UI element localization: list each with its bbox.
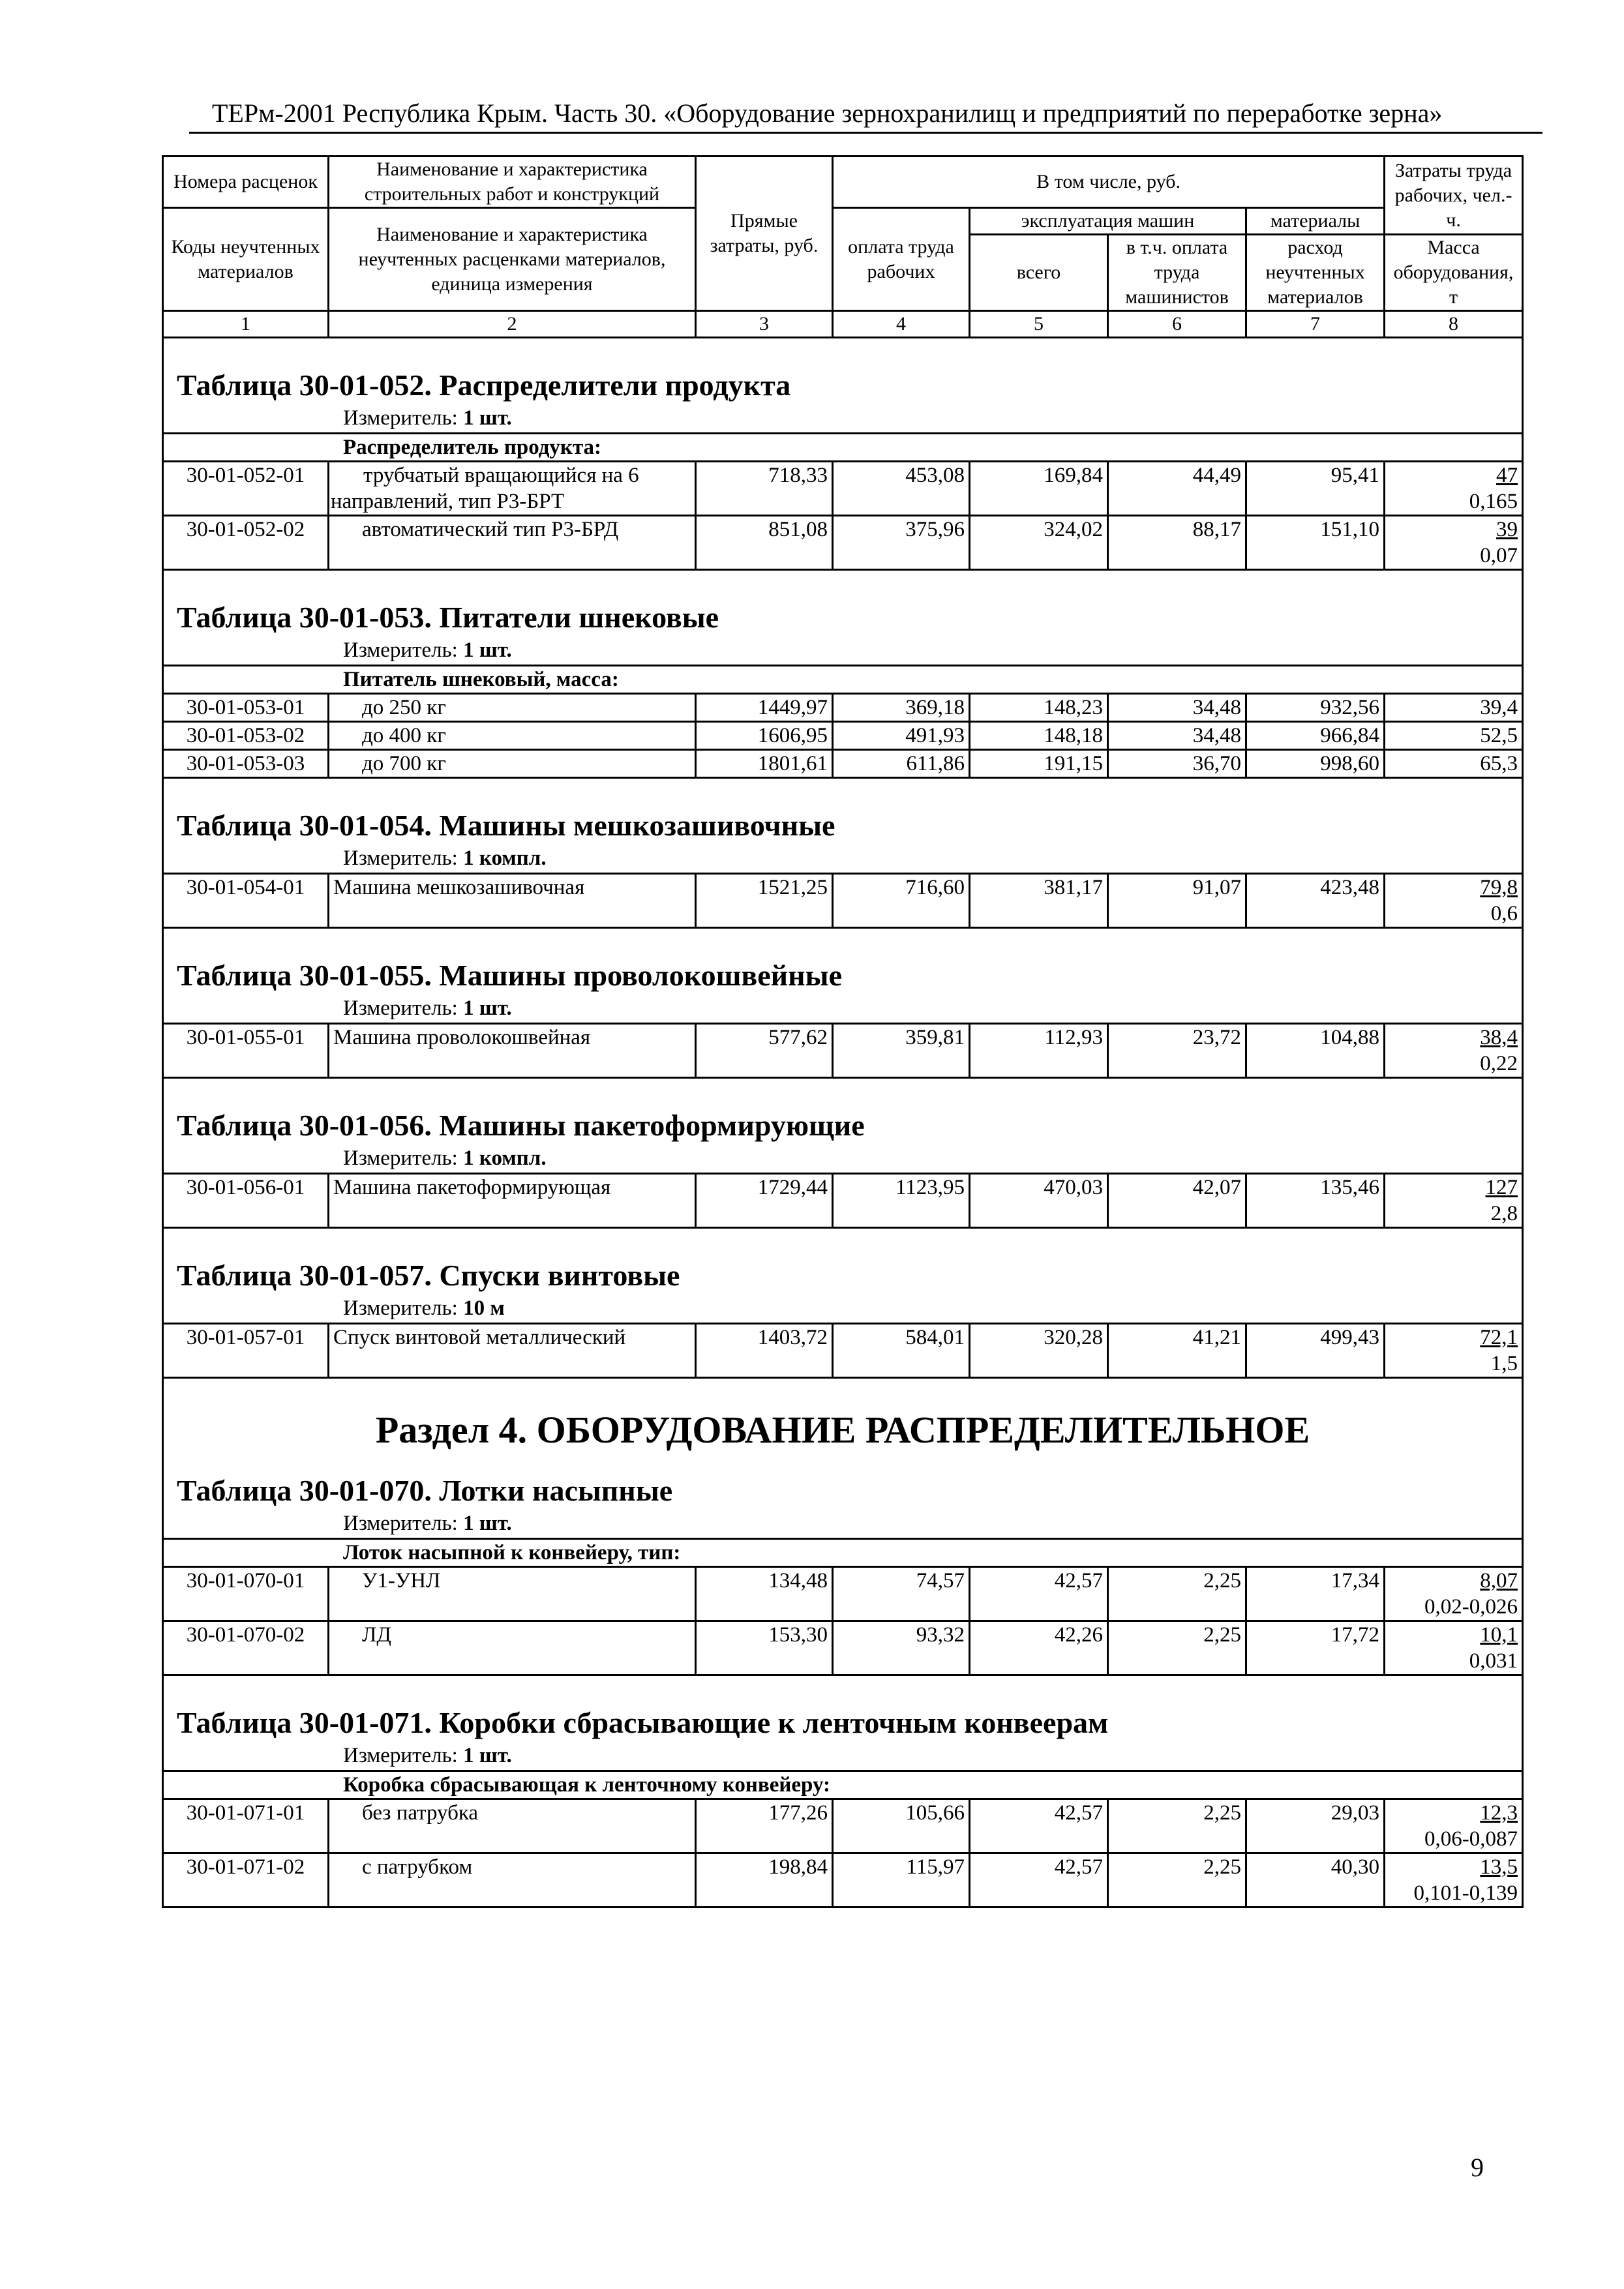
direct-cost: 153,30: [696, 1621, 833, 1675]
col-num: 8: [1385, 311, 1523, 338]
col2-subheader: Наименование и характеристика неучтенных расценками материалов, единица измерения: [329, 208, 696, 311]
col4-header: оплата труда рабочих: [833, 208, 970, 311]
measure-label: Измеритель:: [343, 846, 458, 870]
col1-header: Номера расценок: [163, 157, 329, 208]
rate-code: 30-01-071-02: [163, 1853, 329, 1908]
materials-cost: 966,84: [1246, 722, 1385, 750]
measure-line: [163, 636, 1523, 666]
rate-name: Спуск винтовой металлический: [329, 1324, 696, 1378]
machines-total: 42,57: [970, 1853, 1108, 1908]
machinists-pay: 36,70: [1108, 750, 1246, 778]
materials-header: материалы: [1246, 208, 1385, 235]
machinists-pay: 2,25: [1108, 1567, 1246, 1621]
machinists-pay: 2,25: [1108, 1853, 1246, 1908]
labor-mass-cell: [1385, 874, 1523, 928]
table-row: [163, 462, 1523, 516]
labor-mass-cell: [1385, 1324, 1523, 1378]
materials-cost: 95,41: [1246, 462, 1385, 516]
labor-pay: 375,96: [833, 516, 970, 570]
materials-cost: 29,03: [1246, 1799, 1385, 1853]
measure-line: [163, 994, 1523, 1024]
labor-hours: 47: [1496, 464, 1518, 487]
measure-label: Измеритель:: [343, 996, 458, 1020]
col-num: 3: [696, 311, 833, 338]
table-row: [163, 1799, 1523, 1853]
materials-cost: 40,30: [1246, 1853, 1385, 1908]
direct-cost: 577,62: [696, 1024, 833, 1078]
direct-cost: 1449,97: [696, 694, 833, 722]
equipment-mass: 2,8: [1490, 1202, 1518, 1225]
measure-unit: 1 шт.: [463, 1744, 512, 1767]
rate-code: 30-01-070-01: [163, 1567, 329, 1621]
col8-header: Затраты труда рабочих, чел.-ч.: [1385, 157, 1523, 235]
group-heading: Лоток насыпной к конвейеру, тип:: [163, 1539, 1523, 1567]
direct-cost: 198,84: [696, 1853, 833, 1908]
col7-header: расход неучтенных материалов: [1246, 235, 1385, 311]
rate-code: 30-01-052-01: [163, 462, 329, 516]
col-num: 1: [163, 311, 329, 338]
machinists-pay: 23,72: [1108, 1024, 1246, 1078]
group-heading: Распределитель продукта:: [163, 434, 1523, 462]
equipment-mass: 0,02-0,026: [1424, 1595, 1518, 1619]
labor-mass-cell: [1385, 1174, 1523, 1228]
labor-mass-cell: [1385, 1621, 1523, 1675]
rate-name: автоматический тип Р3-БРД: [329, 516, 696, 570]
rates-sheet: [162, 155, 1522, 1908]
machines-total: 191,15: [970, 750, 1108, 778]
rate-name: Машина пакетоформирующая: [329, 1174, 696, 1228]
header-rule: [189, 132, 1542, 134]
measure-unit: 1 компл.: [463, 1146, 547, 1170]
measure-unit: 1 шт.: [463, 406, 512, 430]
machinists-pay: 44,49: [1108, 462, 1246, 516]
labor-pay: 1123,95: [833, 1174, 970, 1228]
table-title: Таблица 30-01-057. Спуски винтовые: [163, 1228, 1523, 1294]
measure-line: [163, 844, 1523, 874]
measure-unit: 10 м: [463, 1296, 505, 1320]
labor-hours: 8,07: [1480, 1569, 1518, 1593]
measure-label: Измеритель:: [343, 1296, 458, 1320]
machines-total: 470,03: [970, 1174, 1108, 1228]
direct-cost: 177,26: [696, 1799, 833, 1853]
table-title: Таблица 30-01-052. Распределители продукта: [163, 338, 1523, 404]
equipment-mass: 0,101-0,139: [1413, 1881, 1518, 1905]
machinists-pay: 42,07: [1108, 1174, 1246, 1228]
table-title: Таблица 30-01-071. Коробки сбрасывающие к ленточным конвеерам: [163, 1675, 1523, 1742]
measure-label: Измеритель:: [343, 1744, 458, 1767]
machines-total: 148,18: [970, 722, 1108, 750]
measure-unit: 1 шт.: [463, 1512, 512, 1535]
col6-header: в т.ч. оплата труда машинистов: [1108, 235, 1246, 311]
rate-code: 30-01-055-01: [163, 1024, 329, 1078]
col2-header: Наименование и характеристика строительных работ и конструкций: [329, 157, 696, 208]
labor-hours: 79,8: [1480, 876, 1518, 899]
labor-pay: 611,86: [833, 750, 970, 778]
direct-cost: 1729,44: [696, 1174, 833, 1228]
table-row: [163, 1853, 1523, 1908]
machinists-pay: 41,21: [1108, 1324, 1246, 1378]
table-title: Таблица 30-01-055. Машины проволокошвейные: [163, 928, 1523, 995]
measure-line: [163, 404, 1523, 434]
direct-cost: 1606,95: [696, 722, 833, 750]
machinists-pay: 34,48: [1108, 694, 1246, 722]
machines-total: 324,02: [970, 516, 1108, 570]
incl-header: В том числе, руб.: [833, 157, 1385, 208]
machines-total: 42,26: [970, 1621, 1108, 1675]
labor-hours: 72,1: [1480, 1326, 1518, 1349]
labor-mass-cell: [1385, 1799, 1523, 1853]
rate-code: 30-01-071-01: [163, 1799, 329, 1853]
labor-mass-cell: [1385, 1567, 1523, 1621]
measure-line: [163, 1509, 1523, 1539]
rate-name: Машина мешкозашивочная: [329, 874, 696, 928]
table-row: [163, 874, 1523, 928]
machines-total: 169,84: [970, 462, 1108, 516]
col-num: 2: [329, 311, 696, 338]
rate-code: 30-01-052-02: [163, 516, 329, 570]
rates-table: [162, 155, 1524, 1908]
equipment-mass: 0,165: [1469, 490, 1518, 513]
col-num: 6: [1108, 311, 1246, 338]
materials-cost: 423,48: [1246, 874, 1385, 928]
machines-total: 148,23: [970, 694, 1108, 722]
group-heading: Питатель шнековый, масса:: [163, 666, 1523, 694]
labor-hours: 65,3: [1385, 750, 1523, 778]
labor-pay: 453,08: [833, 462, 970, 516]
rate-code: 30-01-053-03: [163, 750, 329, 778]
materials-cost: 135,46: [1246, 1174, 1385, 1228]
header-row-2: [163, 208, 1523, 235]
col-num: 5: [970, 311, 1108, 338]
materials-cost: 151,10: [1246, 516, 1385, 570]
direct-cost: 851,08: [696, 516, 833, 570]
materials-cost: 17,34: [1246, 1567, 1385, 1621]
labor-pay: 359,81: [833, 1024, 970, 1078]
table-row: [163, 750, 1523, 778]
materials-cost: 104,88: [1246, 1024, 1385, 1078]
direct-cost: 1801,61: [696, 750, 833, 778]
table-title: Таблица 30-01-054. Машины мешкозашивочные: [163, 778, 1523, 845]
machinists-pay: 34,48: [1108, 722, 1246, 750]
labor-mass-cell: [1385, 1853, 1523, 1908]
col1-subheader: Коды неучтенных материалов: [163, 208, 329, 311]
table-row: [163, 722, 1523, 750]
measure-unit: 1 компл.: [463, 846, 547, 870]
labor-pay: 74,57: [833, 1567, 970, 1621]
page-number: 9: [1471, 2153, 1484, 2182]
rate-name: [329, 462, 696, 516]
rate-name: до 700 кг: [329, 750, 696, 778]
col3-header: Прямые затраты, руб.: [696, 157, 833, 311]
rate-name: до 250 кг: [329, 694, 696, 722]
equipment-mass: 0,6: [1490, 902, 1518, 925]
direct-cost: 718,33: [696, 462, 833, 516]
materials-cost: 499,43: [1246, 1324, 1385, 1378]
labor-hours: 12,3: [1480, 1801, 1518, 1825]
header-row-1: [163, 157, 1523, 208]
rate-name: без патрубка: [329, 1799, 696, 1853]
group-heading: Коробка сбрасывающая к ленточному конвейеру:: [163, 1771, 1523, 1799]
labor-hours: 38,4: [1480, 1026, 1518, 1049]
machines-total: 320,28: [970, 1324, 1108, 1378]
direct-cost: 1521,25: [696, 874, 833, 928]
rate-code: 30-01-053-02: [163, 722, 329, 750]
machines-header: эксплуатация машин: [970, 208, 1246, 235]
labor-hours: 39,4: [1385, 694, 1523, 722]
table-title: Таблица 30-01-053. Питатели шнековые: [163, 570, 1523, 636]
labor-mass-cell: [1385, 516, 1523, 570]
labor-pay: 93,32: [833, 1621, 970, 1675]
labor-hours: 39: [1496, 518, 1518, 541]
rate-code: 30-01-054-01: [163, 874, 329, 928]
equipment-mass: 0,031: [1469, 1649, 1518, 1673]
table-row: [163, 1024, 1523, 1078]
equipment-mass: 0,06-0,087: [1424, 1827, 1518, 1851]
labor-hours: 13,5: [1480, 1855, 1518, 1879]
col5-header: всего: [970, 235, 1108, 311]
machines-total: 381,17: [970, 874, 1108, 928]
machinists-pay: 91,07: [1108, 874, 1246, 928]
rate-name: с патрубком: [329, 1853, 696, 1908]
labor-mass-cell: [1385, 462, 1523, 516]
equipment-mass: 0,07: [1480, 544, 1518, 567]
labor-hours: 127: [1485, 1176, 1518, 1199]
col-num: 4: [833, 311, 970, 338]
table-row: [163, 516, 1523, 570]
direct-cost: 1403,72: [696, 1324, 833, 1378]
running-header: ТЕРм-2001 Республика Крым. Часть 30. «Оборудование зернохранилищ и предприятий по переработке зерна»: [212, 98, 1443, 128]
measure-unit: 1 шт.: [463, 638, 512, 662]
machinists-pay: 2,25: [1108, 1799, 1246, 1853]
labor-pay: 491,93: [833, 722, 970, 750]
labor-pay: 115,97: [833, 1853, 970, 1908]
col8-subheader: Масса оборудования, т: [1385, 235, 1523, 311]
equipment-mass: 0,22: [1480, 1052, 1518, 1075]
labor-pay: 105,66: [833, 1799, 970, 1853]
measure-unit: 1 шт.: [463, 996, 512, 1020]
measure-label: Измеритель:: [343, 638, 458, 662]
table-row: [163, 694, 1523, 722]
table-row: [163, 1324, 1523, 1378]
labor-hours: 52,5: [1385, 722, 1523, 750]
table-row: [163, 1621, 1523, 1675]
machines-total: 112,93: [970, 1024, 1108, 1078]
table-row: [163, 1567, 1523, 1621]
table-title: Таблица 30-01-056. Машины пакетоформирующие: [163, 1078, 1523, 1144]
col-num: 7: [1246, 311, 1385, 338]
labor-pay: 584,01: [833, 1324, 970, 1378]
rate-name: У1-УНЛ: [329, 1567, 696, 1621]
labor-pay: 716,60: [833, 874, 970, 928]
rate-name-text: трубчатый вращающийся на 6 направлений, тип Р3-БРТ: [331, 464, 639, 513]
rate-name: Машина проволокошвейная: [329, 1024, 696, 1078]
materials-cost: 998,60: [1246, 750, 1385, 778]
rate-code: 30-01-070-02: [163, 1621, 329, 1675]
table-title: Таблица 30-01-070. Лотки насыпные: [163, 1473, 1523, 1509]
measure-label: Измеритель:: [343, 406, 458, 430]
table-row: [163, 1174, 1523, 1228]
measure-line: [163, 1294, 1523, 1324]
section-title: Раздел 4. ОБОРУДОВАНИЕ РАСПРЕДЕЛИТЕЛЬНОЕ: [163, 1378, 1523, 1473]
machinists-pay: 2,25: [1108, 1621, 1246, 1675]
labor-mass-cell: [1385, 1024, 1523, 1078]
machines-total: 42,57: [970, 1799, 1108, 1853]
machinists-pay: 88,17: [1108, 516, 1246, 570]
materials-cost: 932,56: [1246, 694, 1385, 722]
machines-total: 42,57: [970, 1567, 1108, 1621]
rate-code: 30-01-053-01: [163, 694, 329, 722]
equipment-mass: 1,5: [1490, 1352, 1518, 1375]
column-numbers-row: [163, 311, 1523, 338]
labor-pay: 369,18: [833, 694, 970, 722]
materials-cost: 17,72: [1246, 1621, 1385, 1675]
rate-code: 30-01-056-01: [163, 1174, 329, 1228]
measure-line: [163, 1741, 1523, 1771]
direct-cost: 134,48: [696, 1567, 833, 1621]
measure-label: Измеритель:: [343, 1512, 458, 1535]
labor-hours: 10,1: [1480, 1623, 1518, 1647]
measure-line: [163, 1144, 1523, 1174]
rate-name: ЛД: [329, 1621, 696, 1675]
rate-name: до 400 кг: [329, 722, 696, 750]
measure-label: Измеритель:: [343, 1146, 458, 1170]
rate-code: 30-01-057-01: [163, 1324, 329, 1378]
